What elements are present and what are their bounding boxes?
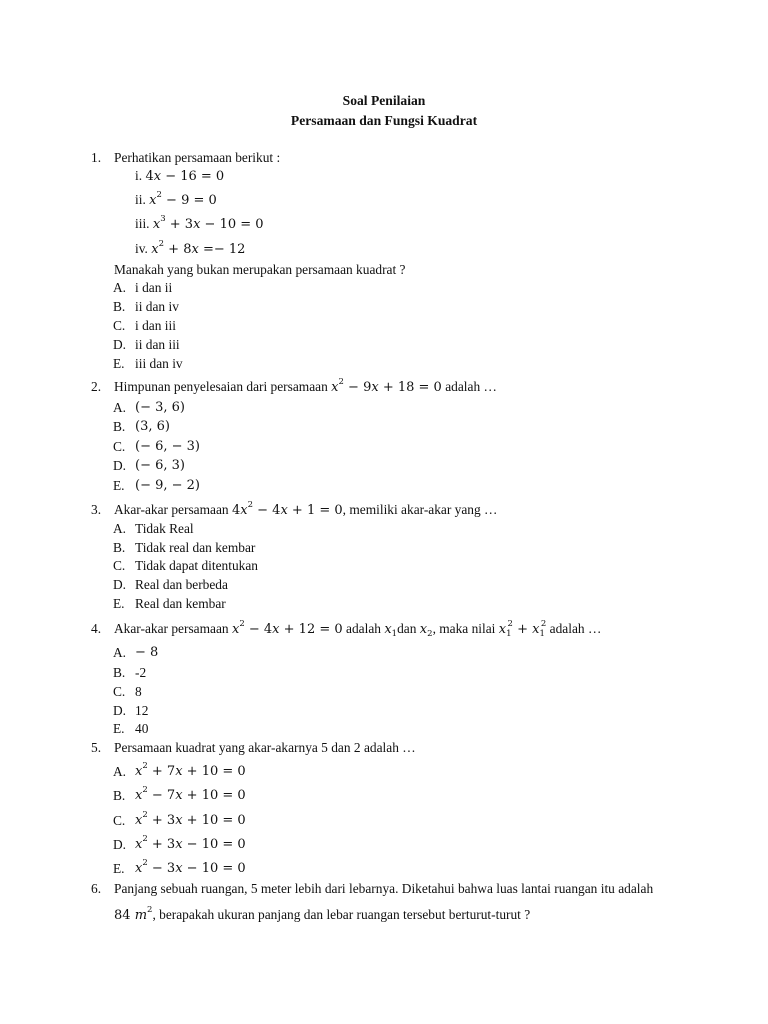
- option-letter: A.: [113, 400, 127, 415]
- option-letter: E.: [113, 721, 125, 736]
- question-number: 3.: [91, 502, 102, 517]
- question-stem-line-2: [114, 907, 530, 924]
- option-math: $x^2 + 3x + 10 = 0$: [135, 810, 246, 828]
- option-letter: C.: [113, 439, 126, 454]
- option-text: Tidak real dan kembar: [135, 540, 256, 555]
- option-text: Tidak Real: [135, 521, 194, 536]
- option-text: 12: [135, 703, 149, 718]
- math-expression: $x^2 - 9 = 0$: [149, 190, 217, 208]
- stem-text: Akar-akar persamaan: [114, 621, 229, 636]
- question-prompt: Manakah yang bukan merupakan persamaan kuadrat ?: [114, 262, 406, 277]
- option-letter: E.: [113, 861, 125, 876]
- option-math: $x^2 - 7x + 10 = 0$: [135, 785, 246, 803]
- math-expression: $x^2 - 4x + 12 = 0$: [231, 619, 343, 637]
- option-letter: E.: [113, 356, 125, 371]
- equation-iv: [135, 241, 245, 258]
- equation-label: iv.: [135, 241, 148, 256]
- option-letter: D.: [113, 577, 127, 592]
- option-letter: B.: [113, 419, 126, 434]
- option-letter: A.: [113, 521, 127, 536]
- document-title: Soal Penilaian: [342, 93, 426, 108]
- option-text: Tidak dapat ditentukan: [135, 558, 258, 573]
- option-text: -2: [135, 665, 147, 680]
- option-letter: D.: [113, 458, 127, 473]
- option-text: 8: [135, 684, 142, 699]
- option-letter: C.: [113, 318, 126, 333]
- question-stem: Persamaan kuadrat yang akar-akarnya 5 dan 2 adalah …: [114, 740, 416, 755]
- option-letter: E.: [113, 596, 125, 611]
- option-letter: D.: [113, 703, 127, 718]
- stem-text: Himpunan penyelesaian dari persamaan: [114, 379, 328, 394]
- math-expression: $x^2 - 9x + 18 = 0$: [331, 377, 442, 395]
- option-letter: B.: [113, 788, 126, 803]
- option-letter: D.: [113, 837, 127, 852]
- option-text: i dan ii: [135, 280, 173, 295]
- equation-label: iii.: [135, 216, 150, 231]
- math-x2: $x_2$: [419, 622, 433, 639]
- math-expression: $x^3 + 3x - 10 = 0$: [152, 214, 264, 232]
- stem-text: , berapakah ukuran panjang dan lebar ruangan tersebut berturut-turut ?: [152, 907, 531, 922]
- equation-label: ii.: [135, 192, 146, 207]
- math-expression: 84 $m^2$: [114, 905, 153, 923]
- option-letter: A.: [113, 280, 127, 295]
- stem-text: adalah: [346, 621, 381, 636]
- option-text: 40: [135, 721, 149, 736]
- document-subtitle: Persamaan dan Fungsi Kuadrat: [290, 113, 478, 128]
- math-x1: $x_1$: [384, 622, 398, 639]
- option-letter: B.: [113, 299, 126, 314]
- math-expression: $x_1^2 + x_1^2$: [498, 619, 547, 639]
- stem-text: adalah …: [549, 621, 602, 636]
- option-text: (− 9, − 2): [135, 478, 200, 493]
- option-letter: E.: [113, 478, 125, 493]
- equation-ii: [135, 192, 217, 209]
- stem-text: , maka nilai: [432, 621, 496, 636]
- option-math: $x^2 - 3x - 10 = 0$: [135, 858, 246, 876]
- stem-text: Akar-akar persamaan: [114, 502, 229, 517]
- option-letter: D.: [113, 337, 127, 352]
- option-text: ii dan iii: [135, 337, 180, 352]
- question-number: 4.: [91, 621, 102, 636]
- question-number: 6.: [91, 881, 102, 896]
- equation-iii: [135, 216, 264, 233]
- option-text: (− 6, 3): [135, 458, 185, 473]
- option-letter: B.: [113, 665, 126, 680]
- option-letter: C.: [113, 813, 126, 828]
- question-stem: [114, 621, 601, 638]
- option-text: Real dan kembar: [135, 596, 226, 611]
- option-letter: A.: [113, 764, 127, 779]
- option-text: (− 6, − 3): [135, 439, 200, 454]
- question-stem: [114, 502, 497, 519]
- option-text: (3, 6): [135, 419, 170, 434]
- option-letter: B.: [113, 540, 126, 555]
- stem-text: , memiliki akar-akar yang …: [342, 502, 498, 517]
- math-expression: $x^2 + 8x =- 12$: [151, 239, 246, 257]
- option-letter: A.: [113, 645, 127, 660]
- stem-text: dan: [397, 621, 417, 636]
- stem-text: adalah …: [445, 379, 497, 394]
- option-math: $x^2 + 7x + 10 = 0$: [135, 761, 246, 779]
- equation-label: i.: [135, 168, 143, 183]
- option-text: i dan iii: [135, 318, 176, 333]
- question-stem: Perhatikan persamaan berikut :: [114, 150, 281, 165]
- option-text: ii dan iv: [135, 299, 179, 314]
- equation-i: [135, 168, 224, 185]
- option-text: (− 3, 6): [135, 400, 185, 415]
- question-stem: [114, 379, 497, 396]
- option-text: − 8: [135, 645, 159, 660]
- math-expression: $4x^2 - 4x + 1 = 0$: [231, 500, 343, 518]
- question-number: 5.: [91, 740, 102, 755]
- option-text: iii dan iv: [135, 356, 183, 371]
- option-math: $x^2 + 3x - 10 = 0$: [135, 834, 246, 852]
- question-stem-line-1: Panjang sebuah ruangan, 5 meter lebih dari lebarnya. Diketahui bahwa luas lantai ruangan itu adalah: [114, 881, 654, 896]
- question-number: 2.: [91, 379, 102, 394]
- question-number: 1.: [91, 150, 102, 165]
- option-letter: C.: [113, 684, 126, 699]
- option-text: Real dan berbeda: [135, 577, 228, 592]
- option-letter: C.: [113, 558, 126, 573]
- math-expression: 4x − 16 = 0: [145, 169, 225, 184]
